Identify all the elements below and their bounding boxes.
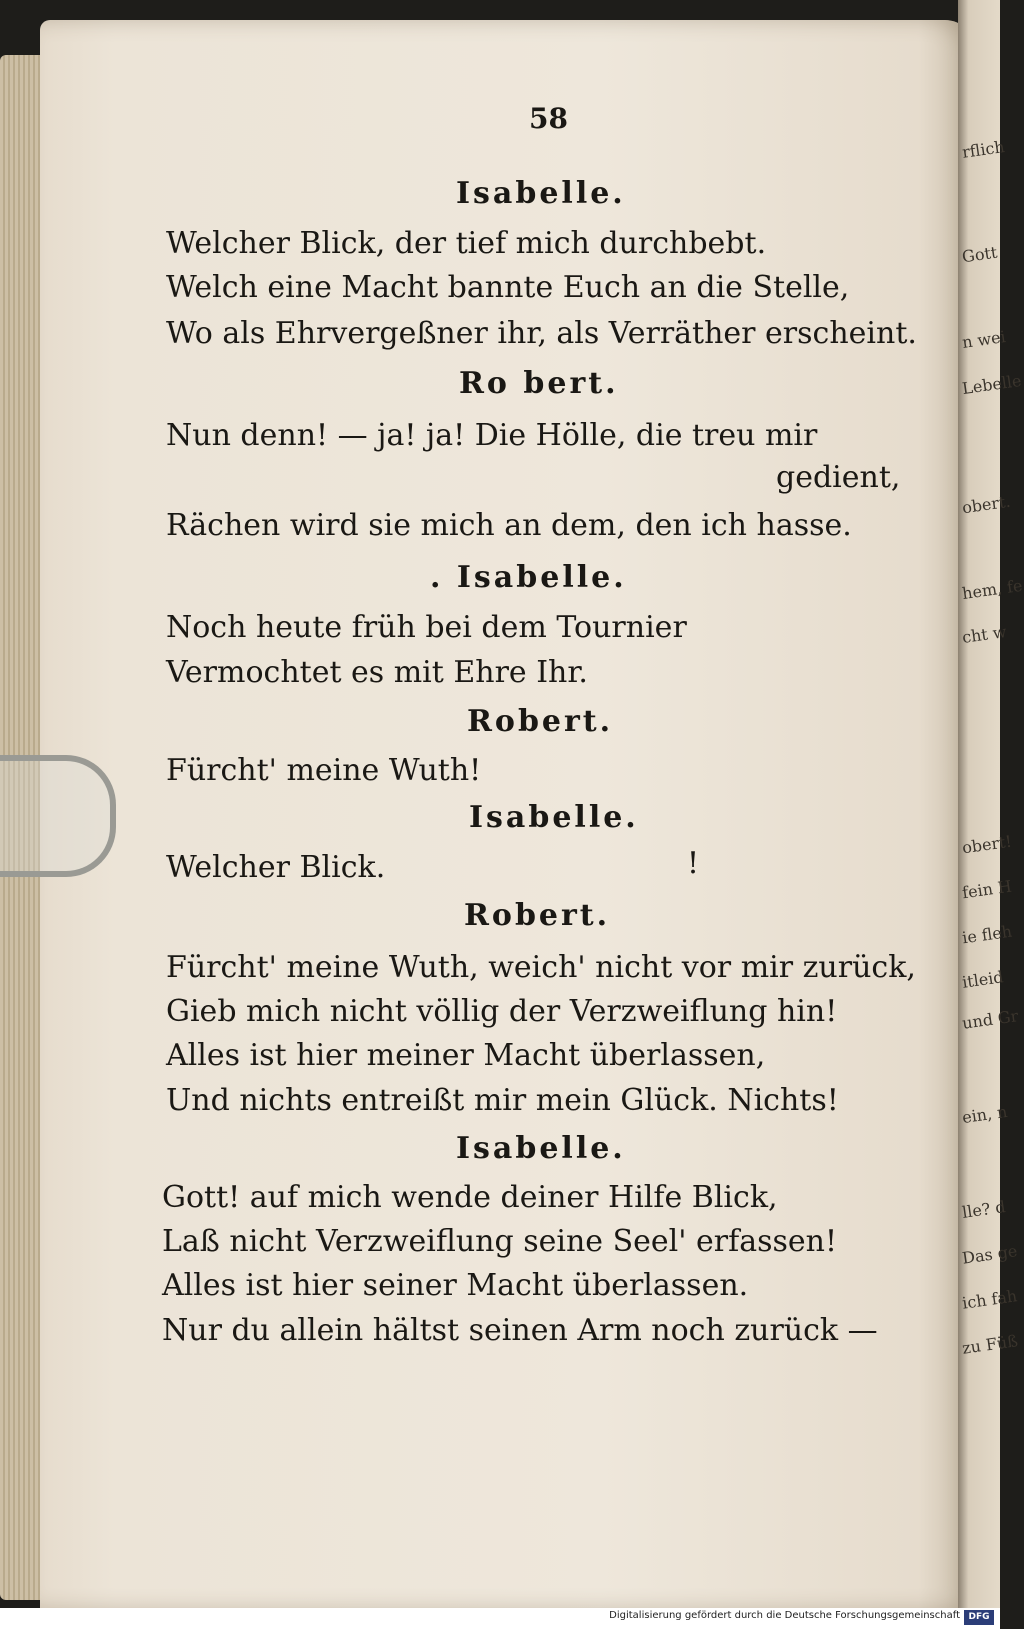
facing-page-fragment: rflich (960, 137, 1006, 162)
verse-line: Noch heute früh bei dem Tournier (166, 610, 687, 645)
facing-page-fragment: lle? d (960, 1197, 1007, 1222)
verse-line: Fürcht' meine Wuth! (166, 753, 482, 788)
facing-page-fragment: obert. (960, 491, 1012, 518)
facing-page-fragment: ein, n (960, 1101, 1009, 1128)
facing-page-fragment: n wei (960, 327, 1007, 352)
verse-line: Vermochtet es mit Ehre Ihr. (166, 655, 588, 690)
speaker-heading: Isabelle. (456, 1131, 626, 1166)
verse-line: Welch eine Macht bannte Euch an die Stelle, (166, 270, 850, 305)
verse-line: Fürcht' meine Wuth, weich' nicht vor mir zurück, (166, 950, 916, 985)
speaker-heading: Ro bert. (459, 366, 619, 401)
verse-line: Nun denn! — ja! ja! Die Hölle, die treu mir (166, 418, 818, 453)
verse-line-continuation: gedient, (776, 460, 901, 495)
verse-line: Alles ist hier seiner Macht überlassen. (162, 1268, 749, 1303)
dfg-logo: DFG (964, 1610, 994, 1625)
facing-page-fragment: hem, fe (960, 575, 1024, 604)
verse-line: Alles ist hier meiner Macht überlassen, (166, 1038, 766, 1073)
facing-page-fragment: Lebelle (960, 370, 1023, 399)
verse-line: Gieb mich nicht völlig der Verzweiflung hin! (166, 994, 838, 1029)
facing-page-fragment: zu Füß (960, 1331, 1019, 1358)
facing-page-fragment: und Gr (960, 1006, 1020, 1033)
facing-page-fragment: Das ge (960, 1241, 1019, 1268)
verse-line: Und nichts entreißt mir mein Glück. Nichts! (166, 1083, 839, 1118)
facing-page-fragment: itleid (960, 967, 1005, 992)
exclamation-mark: ! (687, 846, 700, 881)
speaker-heading: Isabelle. (469, 800, 639, 835)
facing-page-fragment: ie fleh (960, 921, 1014, 948)
facing-page-fragment: obert! (960, 831, 1013, 858)
verse-line: Welcher Blick. (166, 850, 386, 885)
facing-page-fragment: fein H (960, 876, 1013, 903)
page-number: 58 (529, 102, 568, 135)
footer-strip (0, 1608, 1000, 1629)
verse-line: Wo als Ehrvergeßner ihr, als Verräther erscheint. (166, 316, 917, 351)
verse-line: Laß nicht Verzweiflung seine Seel' erfassen! (162, 1224, 838, 1259)
facing-page-fragment: ich fah (960, 1286, 1019, 1313)
speaker-heading: . Isabelle. (430, 560, 627, 595)
verse-line: Nur du allein hältst seinen Arm noch zurück — (162, 1313, 878, 1348)
verse-line: Welcher Blick, der tief mich durchbebt. (166, 226, 767, 261)
verse-line: Rächen wird sie mich an dem, den ich hasse. (166, 508, 852, 543)
verse-line: Gott! auf mich wende deiner Hilfe Blick, (162, 1180, 778, 1215)
facing-page-fragment: cht w (960, 621, 1008, 648)
speaker-heading: Robert. (467, 704, 614, 739)
speaker-heading: Isabelle. (456, 176, 626, 211)
facing-page-fragment: Gott (960, 242, 999, 267)
digitization-credit: Digitalisierung gefördert durch die Deutsche Forschungsgemeinschaft (609, 1610, 960, 1621)
speaker-heading: Robert. (464, 898, 611, 933)
